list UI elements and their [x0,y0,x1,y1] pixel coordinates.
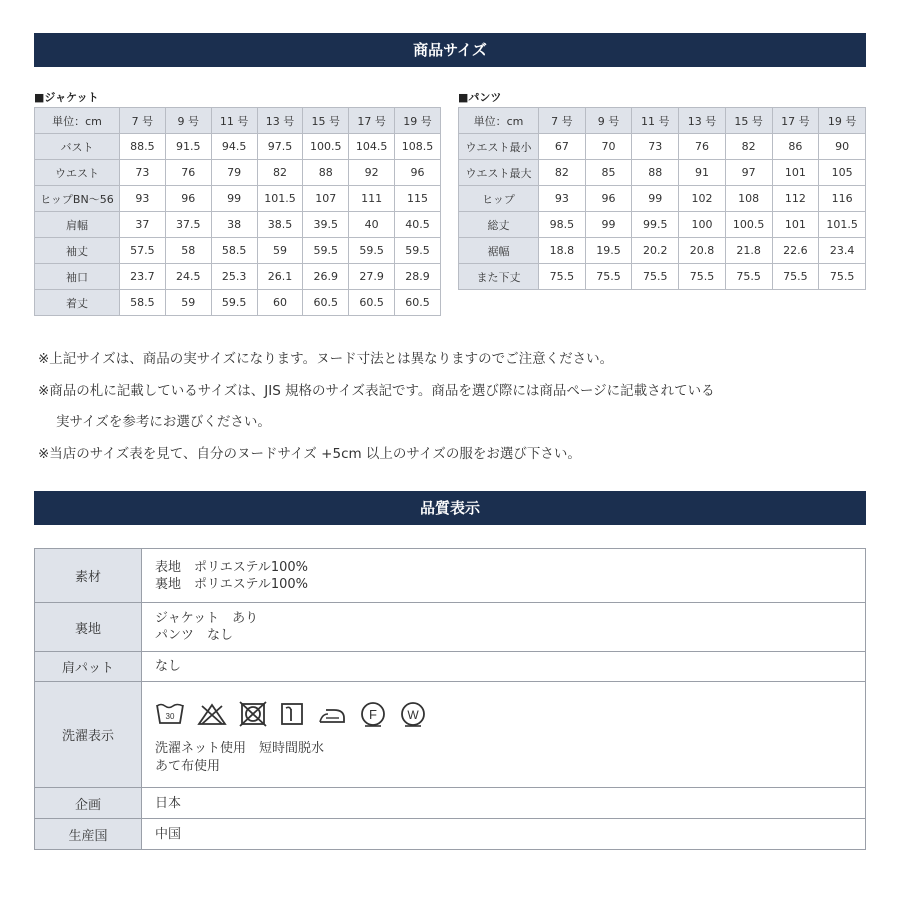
dry-clean-letter: F [369,706,377,722]
table-row [35,160,441,186]
table-row [459,264,866,290]
table-header-cell: 9 号 [165,108,211,134]
table-cell: 67 [539,134,586,160]
row-label-cell: ウエスト [35,160,120,186]
table-cell: 37 [120,212,166,238]
table-header-cell: 19 号 [819,108,866,134]
table-cell: 104.5 [349,134,395,160]
table-cell: 58.5 [211,238,257,264]
table-cell: 57.5 [120,238,166,264]
table-cell: 21.8 [725,238,772,264]
table-header-cell: 19 号 [395,108,441,134]
table-cell: 76 [679,134,726,160]
table-cell: 100.5 [303,134,349,160]
pants-table-label: ■パンツ [458,91,502,104]
table-cell: 28.9 [395,264,441,290]
row-label-cell: バスト [35,134,120,160]
table-row [35,238,441,264]
table-header-cell: 11 号 [211,108,257,134]
table-cell: 108.5 [395,134,441,160]
table-cell: 40.5 [395,212,441,238]
row-label-cell: また下丈 [459,264,539,290]
material-outer: 表地 ポリエステル100% [155,559,308,575]
table-header-cell: 15 号 [725,108,772,134]
quality-table [34,548,866,850]
table-cell: 91 [679,160,726,186]
table-row [35,290,441,316]
table-cell: 58 [165,238,211,264]
table-cell: 58.5 [120,290,166,316]
table-cell: 59 [257,238,303,264]
row-label-cell: 袖口 [35,264,120,290]
table-cell: 112 [772,186,819,212]
table-cell: 79 [211,160,257,186]
size-notes [38,344,878,470]
table-row [459,186,866,212]
table-cell: 60.5 [349,290,395,316]
row-label-cell: 裾幅 [459,238,539,264]
size-section-heading: 商品サイズ [34,33,866,67]
table-cell: 59.5 [211,290,257,316]
table-cell: 91.5 [165,134,211,160]
table-cell: 96 [165,186,211,212]
table-cell: 59.5 [395,238,441,264]
row-label-cell: ウエスト最大 [459,160,539,186]
note-line: 実サイズを参考にお選びください。 [56,414,271,430]
no-bleach-icon [197,702,227,726]
table-cell: 59 [165,290,211,316]
table-row [35,212,441,238]
table-row [35,186,441,212]
table-cell: 101 [772,212,819,238]
jacket-size-table [34,107,441,316]
table-cell: 75.5 [819,264,866,290]
table-cell: 75.5 [725,264,772,290]
table-cell: 22.6 [772,238,819,264]
table-cell: 75.5 [539,264,586,290]
table-cell: 116 [819,186,866,212]
iron-low-icon [317,702,347,726]
row-label-cell: 総丈 [459,212,539,238]
table-cell: 20.2 [632,238,679,264]
table-cell: 60.5 [395,290,441,316]
table-cell: 85 [585,160,632,186]
quality-row-lining [35,603,866,652]
table-cell: 101 [772,160,819,186]
table-header-cell: 単位：cm [35,108,120,134]
table-cell: 82 [257,160,303,186]
table-cell: 73 [632,134,679,160]
table-cell: 97 [725,160,772,186]
quality-row-planning [35,788,866,819]
lining-pants: パンツ なし [155,628,234,643]
table-cell: 75.5 [679,264,726,290]
table-cell: 94.5 [211,134,257,160]
note-line: ※当店のサイズ表を見て、自分のヌードサイズ +5cm 以上のサイズの服をお選び下さい。 [38,445,581,462]
table-cell: 99.5 [632,212,679,238]
row-label-cell: ヒップBN〜56 [35,186,120,212]
table-cell: 75.5 [632,264,679,290]
care-icons [155,700,865,728]
table-cell: 102 [679,186,726,212]
table-header-cell: 11 号 [632,108,679,134]
note-line: ※商品の札に記載しているサイズは、JIS 規格のサイズ表記です。商品を選び際には商品ページに記載されている [38,382,715,399]
quality-label: 企画 [35,788,142,819]
table-row [459,160,866,186]
table-cell: 88 [632,160,679,186]
wash-30-icon [155,701,185,727]
quality-row-washing [35,682,866,788]
note-line: ※上記サイズは、商品の実サイズになります。ヌード寸法とは異なりますのでご注意ください。 [38,351,614,367]
dry-clean-f-icon [359,700,387,728]
table-cell: 98.5 [539,212,586,238]
no-tumble-dry-icon [239,701,267,727]
origin-value: 中国 [142,819,866,850]
table-cell: 90 [819,134,866,160]
table-cell: 111 [349,186,395,212]
table-cell: 105 [819,160,866,186]
table-cell: 27.9 [349,264,395,290]
table-header-cell: 7 号 [120,108,166,134]
table-cell: 75.5 [772,264,819,290]
table-cell: 101.5 [819,212,866,238]
quality-row-origin [35,819,866,850]
row-label-cell: 着丈 [35,290,120,316]
table-header-cell: 17 号 [349,108,395,134]
material-inner: 裏地 ポリエステル100% [155,576,308,592]
quality-label: 肩パット [35,652,142,682]
quality-section-heading: 品質表示 [34,491,866,525]
table-cell: 75.5 [585,264,632,290]
table-cell: 96 [395,160,441,186]
row-label-cell: ヒップ [459,186,539,212]
table-cell: 70 [585,134,632,160]
quality-label: 裏地 [35,603,142,652]
table-cell: 25.3 [211,264,257,290]
table-cell: 38 [211,212,257,238]
washing-instruction-2: あて布使用 [155,758,221,774]
table-cell: 97.5 [257,134,303,160]
table-header-cell: 13 号 [257,108,303,134]
quality-row-material [35,549,866,603]
table-row [35,134,441,160]
row-label-cell: 袖丈 [35,238,120,264]
table-cell: 107 [303,186,349,212]
table-cell: 108 [725,186,772,212]
table-cell: 82 [725,134,772,160]
table-cell: 37.5 [165,212,211,238]
table-cell: 60.5 [303,290,349,316]
table-cell: 73 [120,160,166,186]
table-cell: 93 [120,186,166,212]
table-cell: 19.5 [585,238,632,264]
table-row [35,264,441,290]
table-header-cell: 9 号 [585,108,632,134]
table-cell: 76 [165,160,211,186]
table-header-cell: 17 号 [772,108,819,134]
quality-label: 生産国 [35,819,142,850]
table-cell: 86 [772,134,819,160]
table-header-cell: 単位：cm [459,108,539,134]
table-header-cell: 15 号 [303,108,349,134]
table-cell: 23.4 [819,238,866,264]
table-header-row [35,108,441,134]
table-cell: 96 [585,186,632,212]
table-header-cell: 7 号 [539,108,586,134]
lining-jacket: ジャケット あり [155,611,259,626]
quality-label: 素材 [35,549,142,603]
table-cell: 99 [632,186,679,212]
table-cell: 26.1 [257,264,303,290]
table-cell: 24.5 [165,264,211,290]
table-cell: 88 [303,160,349,186]
row-label-cell: 肩幅 [35,212,120,238]
table-cell: 26.9 [303,264,349,290]
table-cell: 20.8 [679,238,726,264]
table-cell: 40 [349,212,395,238]
table-cell: 59.5 [303,238,349,264]
table-cell: 82 [539,160,586,186]
table-cell: 115 [395,186,441,212]
table-cell: 93 [539,186,586,212]
wet-clean-w-icon [399,700,427,728]
table-cell: 100 [679,212,726,238]
shoulder-pad-value: なし [142,652,866,682]
quality-row-shoulder-pad [35,652,866,682]
table-cell: 59.5 [349,238,395,264]
table-cell: 60 [257,290,303,316]
row-label-cell: ウエスト最小 [459,134,539,160]
table-cell: 18.8 [539,238,586,264]
pants-size-table [458,107,866,290]
table-cell: 99 [211,186,257,212]
jacket-table-label: ■ジャケット [34,91,99,104]
table-cell: 92 [349,160,395,186]
table-cell: 23.7 [120,264,166,290]
table-cell: 100.5 [725,212,772,238]
planning-value: 日本 [142,788,866,819]
table-header-cell: 13 号 [679,108,726,134]
table-cell: 88.5 [120,134,166,160]
washing-instruction-1: 洗濯ネット使用 短時間脱水 [155,740,325,756]
table-cell: 99 [585,212,632,238]
table-cell: 38.5 [257,212,303,238]
table-row [459,238,866,264]
table-row [459,134,866,160]
quality-label: 洗濯表示 [35,682,142,788]
table-cell: 101.5 [257,186,303,212]
table-cell: 39.5 [303,212,349,238]
table-row [459,212,866,238]
line-dry-icon [279,701,305,727]
wash-temp-label: 30 [165,711,175,721]
wet-clean-letter: W [407,707,419,722]
table-header-row [459,108,866,134]
